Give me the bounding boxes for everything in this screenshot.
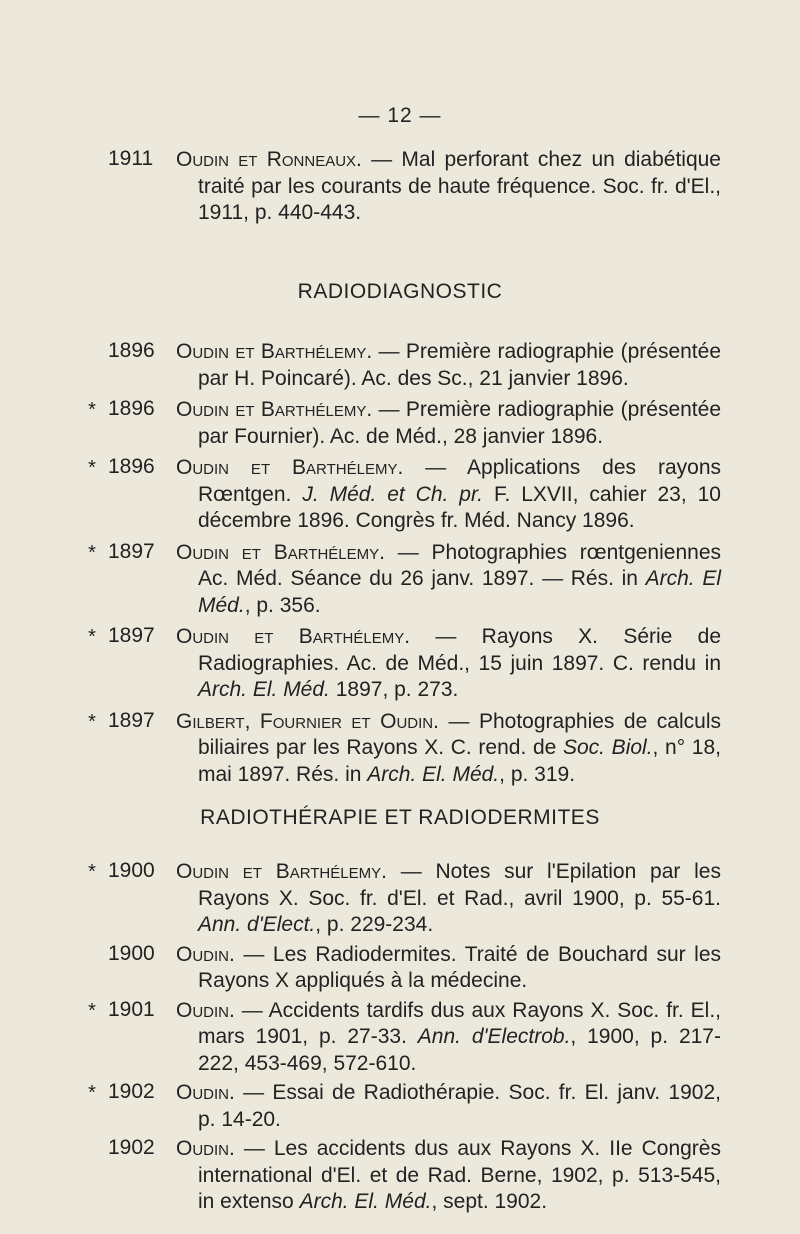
entry-list-radiotherapie (0, 859, 800, 1219)
entry-author: Gilbert, Fournier et Oudin. (176, 709, 439, 733)
journal-title: Soc. Biol. (563, 736, 653, 759)
entry-year: 1911 (108, 147, 154, 170)
entry-year: 1897 (108, 539, 155, 563)
entry-text: — Première radiographie (présentée par H. Poincaré). Ac. des Sc., 21 janvier 1896. (198, 340, 721, 390)
entry-list-intro (0, 147, 800, 241)
entry-text: , sept. 1902. (431, 1190, 548, 1213)
entry-text: , n° 18, mai 1897. Rés. in (198, 736, 721, 786)
entry-year: 1900 (108, 859, 155, 882)
entry-text: , p. 319. (499, 762, 576, 786)
entry-star: * (88, 457, 96, 479)
entry-year: 1897 (108, 708, 155, 732)
entry-text: — Les Radiodermites. Traité de Bouchard sur les Rayons X appliqués à la médecine. (198, 942, 722, 992)
entry-author: Oudin. (176, 998, 235, 1022)
entry-author: Oudin et Ronneaux. (176, 148, 362, 171)
entry-text: , p. 229-234. (315, 913, 434, 936)
entry-text: — Notes sur l'Epilation par les Rayons X. Soc. fr. d'El. et Rad., avril 1900, p. 55-61. (198, 860, 721, 910)
entry-text: — Les accidents dus aux Rayons X. IIe Congrès international d'El. et de Rad. Berne, 1902, p. 513-545, in extenso (198, 1137, 721, 1213)
entry-author: Oudin et Barthélemy. (176, 860, 387, 883)
list-item (0, 455, 800, 535)
entry-year: 1901 (108, 997, 155, 1021)
list-item (0, 998, 800, 1078)
entry-text: — Photographies de calculs biliaires par les Rayons X. C. rend. de (198, 709, 721, 759)
entry-author: Oudin et Barthélemy. (176, 625, 411, 648)
journal-title: Arch. El. Méd. (367, 762, 500, 786)
entry-text: — Essai de Radiothérapie. Soc. fr. El. janv. 1902, p. 14-20. (198, 1081, 721, 1131)
entry-text: — Applications des rayons Rœntgen. (198, 456, 721, 506)
entry-text: , p. 356. (244, 593, 321, 617)
section-heading-radiotherapie: RADIOTHÉRAPIE ET RADIODERMITES (200, 806, 600, 829)
list-item (0, 624, 800, 704)
entry-star: * (88, 1082, 96, 1104)
journal-title: Arch. El Méd. (198, 567, 721, 617)
list-item (0, 942, 800, 995)
entry-year: 1902 (108, 1080, 155, 1103)
journal-title: Ann. d'Electrob. (417, 1025, 571, 1048)
entry-star: * (88, 999, 96, 1022)
entry-author: Oudin. (176, 942, 235, 966)
entry-author: Oudin et Barthélemy. (176, 398, 373, 421)
list-item (0, 540, 800, 620)
entry-text: — Première radiographie (présentée par Fournier). Ac. de Méd., 28 janvier 1896. (198, 398, 721, 448)
entry-year: 1896 (108, 397, 155, 420)
journal-title: Ann. d'Elect. (198, 913, 316, 936)
list-item (0, 397, 800, 450)
list-item (0, 859, 800, 939)
entry-star: * (88, 861, 96, 883)
entry-year: 1896 (108, 339, 155, 362)
entry-year: 1902 (108, 1136, 155, 1159)
entry-author: Oudin. (176, 1137, 235, 1160)
entry-star: * (88, 541, 96, 564)
entry-text: , 1900, p. 217-222, 453-469, 572-610. (198, 1025, 721, 1075)
entry-author: Oudin et Barthélemy. (176, 456, 404, 479)
entry-text: 1897, p. 273. (329, 678, 459, 701)
journal-title: J. Méd. et Ch. pr. (302, 482, 484, 506)
list-item (0, 709, 800, 789)
entry-year: 1897 (108, 624, 155, 647)
entry-text: — Mal perforant chez un diabétique traité par les courants de haute fréquence. Soc. fr. d'El., 1911, p. 440-443. (198, 148, 721, 224)
entry-author: Oudin et Barthélemy. (176, 540, 385, 564)
entry-text: — Rayons X. Série de Radiographies. Ac. de Méd., 15 juin 1897. C. rendu in (198, 625, 722, 675)
entry-author: Oudin et Barthélemy. (176, 340, 373, 363)
journal-title: Arch. El. Méd. (198, 678, 330, 701)
entry-year: 1900 (108, 941, 155, 965)
entry-author: Oudin. (176, 1081, 235, 1104)
entry-star: * (88, 399, 96, 421)
list-item (0, 1080, 800, 1133)
entry-text: — Accidents tardifs dus aux Rayons X. Soc. fr. El., mars 1901, p. 27-33. (198, 998, 721, 1048)
entry-star: * (88, 626, 96, 648)
entry-list-radiodiagnostic (0, 339, 800, 793)
entry-year: 1896 (108, 455, 155, 478)
list-item (0, 339, 800, 392)
entry-text: — Photographies rœntgeniennes Ac. Méd. Séance du 26 janv. 1897. — Rés. in (198, 540, 721, 590)
section-heading-radiodiagnostic: RADIODIAGNOSTIC (297, 280, 503, 303)
entry-text: F. LXVII, cahier 23, 10 décembre 1896. Congrès fr. Méd. Nancy 1896. (198, 482, 721, 532)
page-number: — 12 — (358, 104, 442, 127)
list-item (0, 1136, 800, 1216)
entry-star: * (88, 710, 96, 733)
journal-title: Arch. El. Méd. (299, 1190, 432, 1213)
list-item (0, 147, 800, 227)
